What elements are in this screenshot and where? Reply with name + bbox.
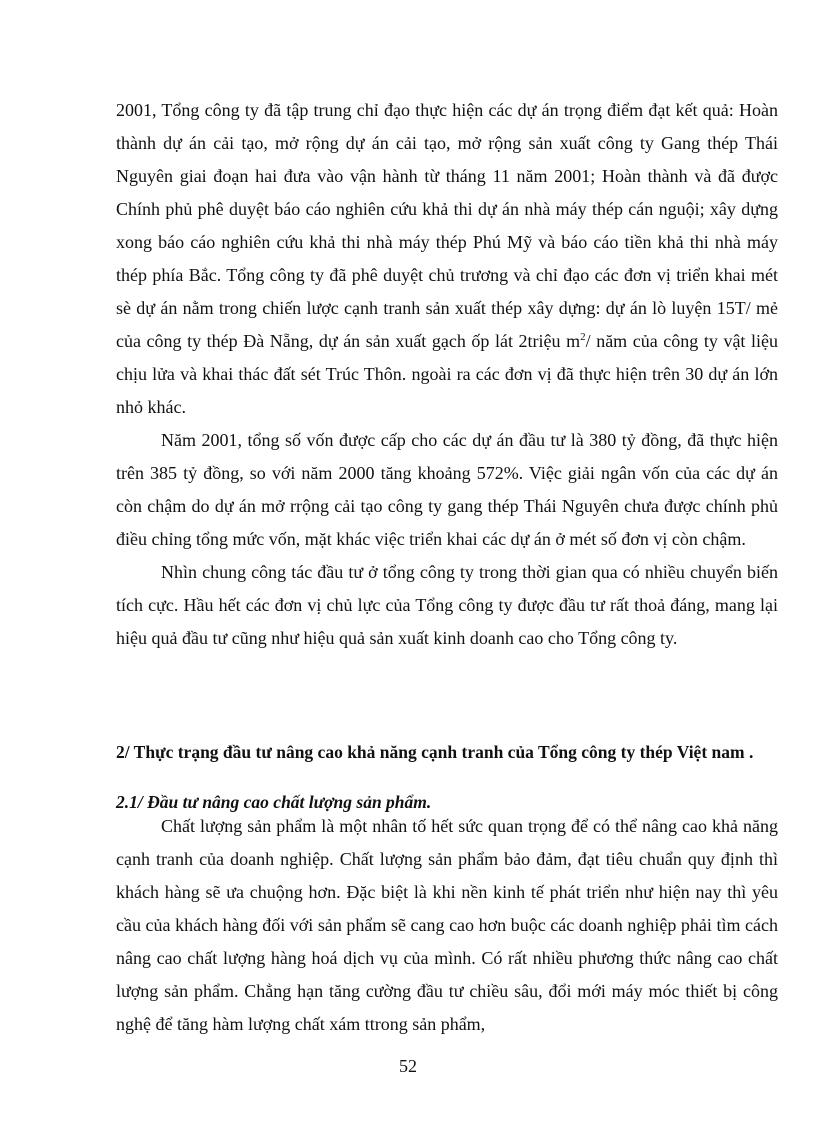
paragraph-1: 2001, Tổng công ty đã tập trung chỉ đạo thực hiện các dự án trọng điểm đạt kết quả: Hoàn thành dự án cải tạo, mở rộng dự án cải tạo, mở rộng sản xuất công ty Gang thép Thái Nguyên giai đoạn hai đưa vào vận hành từ tháng 11 năm 2001; Hoàn thành và đã được Chính phủ phê duyệt báo cáo nghiên cứu khả thi dự án nhà máy thép cán nguội; xây dựng xong báo cáo nghiên cứu khả thi nhà máy thép Phú Mỹ và báo cáo tiền khả thi nhà máy thép phía Bắc. Tổng công ty đã phê duyệt chủ trương và chỉ đạo các đơn vị triển khai mét sè dự án nằm trong chiến lược cạnh tranh sản xuất thép xây dựng: dự án lò luyện 15T/ mẻ của công ty thép Đà Nẵng, dự án sản xuất gạch ốp lát 2triệu $m^2/$ năm của công ty vật liệu chịu lửa và khai thác đất sét Trúc Thôn. ngoài ra các đơn vị đã thực hiện trên 30 dự án lớn nhỏ khác.: [116, 100, 778, 417]
section-heading: 2/ Thực trạng đầu tư nâng cao khả năng cạnh tranh của Tổng công ty thép Việt nam .: [116, 742, 754, 762]
paragraph-3: Nhìn chung công tác đầu tư ở tổng công ty trong thời gian qua có nhiều chuyển biến tích cực. Hầu hết các đơn vị chủ lực của Tổng công ty được đầu tư rất thoả đáng, mang lại hiệu quả đầu tư cũng như hiệu quả sản xuất kinh doanh cao cho Tổng công ty.: [116, 562, 778, 648]
paragraph-2: Năm 2001, tổng số vốn được cấp cho các dự án đầu tư là 380 tỷ đồng, đã thực hiện trên 385 tỷ đồng, so với năm 2000 tăng khoảng 572%. Việc giải ngân vốn của các dự án còn chậm do dự án mở rrộng cải tạo công ty gang thép Thái Nguyên chưa được chính phủ điều chỉng tổng mức vốn, mặt khác việc triển khai các dự án ở mét số đơn vị còn chậm.: [116, 430, 778, 549]
superscript-2: 2: [580, 331, 586, 343]
paragraph-4: Chất lượng sản phẩm là một nhân tố hết sức quan trọng để có thể nâng cao khả năng cạnh tranh của doanh nghiệp. Chất lượng sản phẩm bảo đảm, đạt tiêu chuẩn quy định thì khách hàng sẽ ưa chuộng hơn. Đặc biệt là khi nền kinh tế phát triển như hiện nay thì yêu cầu của khách hàng đối với sản phẩm sẽ cang cao hơn buộc các doanh nghiệp phải tìm cách nâng cao chất lượng hàng hoá dịch vụ của mình. Có rất nhiều phương thức nâng cao chất lượng sản phẩm. Chẳng hạn tăng cường đầu tư chiều sâu, đổi mới máy móc thiết bị công nghệ để tăng hàm lượng chất xám ttrong sản phẩm,: [116, 816, 778, 1034]
subsection-heading: 2.1/ Đầu tư nâng cao chất lượng sản phẩm.: [116, 792, 432, 812]
body-text: [116, 94, 778, 655]
page-number: 52: [399, 1056, 417, 1076]
